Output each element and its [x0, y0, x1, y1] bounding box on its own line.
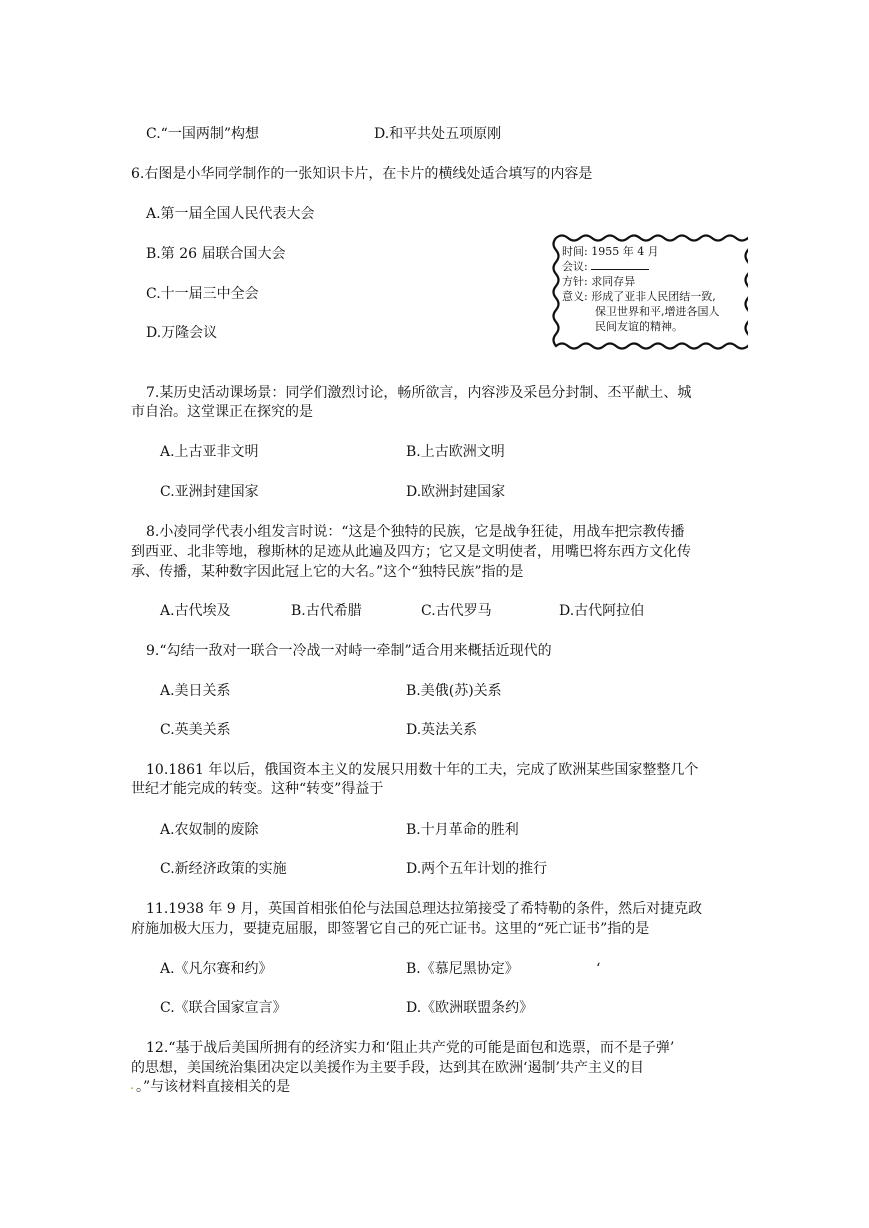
q7-option-a: A.上古亚非文明: [160, 444, 259, 460]
q10-option-b: B.十月革命的胜利: [406, 822, 519, 838]
q8-stem-line-3: 承、传播，某种数字因此冠上它的大名。”这个“独特民族”指的是: [131, 564, 524, 580]
card-blank-line: [591, 259, 649, 270]
q11-option-a: A.《凡尔赛和约》: [160, 961, 273, 977]
card-meaning-2: 保卫世界和平,增进各国人: [595, 305, 720, 318]
q11-stray-mark: ‘: [596, 961, 601, 977]
q8-option-a: A.古代埃及: [160, 603, 231, 619]
q11-option-b: B.《慕尼黑协定》: [406, 961, 519, 977]
q5-option-d: D.和平共处五项原刚: [374, 126, 502, 142]
q9-option-c: C.英美关系: [160, 722, 231, 738]
card-meeting-label: 会议:: [562, 260, 588, 273]
q9-stem: 9.“勾结一敌对一联合一冷战一对峙一牵制”适合用来概括近现代的: [146, 643, 552, 659]
q6-stem: 6.右图是小华同学制作的一张知识卡片，在卡片的横线处适合填写的内容是: [131, 166, 593, 182]
q10-stem-line-2: 世纪才能完成的转变。这种“转变”得益于: [131, 781, 384, 797]
q8-option-d: D.古代阿拉伯: [559, 603, 645, 619]
q11-option-c: C.《联合国家宣言》: [160, 1000, 287, 1016]
q7-option-b: B.上古欧洲文明: [406, 444, 505, 460]
q11-option-d: D.《欧洲联盟条约》: [406, 1000, 534, 1016]
q6-option-a: A.第一届全国人民代表大会: [146, 206, 315, 222]
q11-stem-line-1: 11.1938 年 9 月，英国首相张伯伦与法国总理达拉第接受了希特勒的条件，然后对捷克政: [146, 901, 703, 917]
q10-option-c: C.新经济政策的实施: [160, 861, 287, 877]
card-policy: 方针: 求同存异: [562, 275, 636, 288]
q12-stem-line-3: 。”与该材料直接相关的是: [136, 1079, 291, 1095]
q6-option-b: B.第 26 届联合国大会: [146, 246, 286, 262]
q12-stem-line-2: 的思想，美国统治集团决定以美援作为主要手段，达到其在欧洲‘遏制’共产主义的目: [131, 1060, 644, 1076]
q12-stem-line-1: 12.“基于战后美国所拥有的经济实力和‘阻止共产党的可能是面包和选票，而不是子弹’: [146, 1040, 675, 1056]
q10-option-d: D.两个五年计划的推行: [406, 861, 548, 877]
q5-option-c: C.“一国两制”构想: [146, 126, 259, 142]
q8-stem-line-2: 到西亚、北非等地，穆斯林的足迹从此遍及四方；它又是文明使者，用嘴巴将东西方文化传: [131, 544, 691, 560]
card-meaning-1: 意义: 形成了亚非人民团结一致,: [562, 290, 716, 303]
q8-stem-line-1: 8.小凌同学代表小组发言时说：“这是个独特的民族，它是战争狂徒，用战车把宗教传播: [146, 524, 685, 540]
q10-option-a: A.农奴制的废除: [160, 822, 259, 838]
q11-stem-line-2: 府施加极大压力，要捷克屈服，即签署它自己的死亡证书。这里的“死亡证书”指的是: [131, 921, 650, 937]
q7-stem-line-2: 市自治。这堂课正在探究的是: [131, 404, 313, 420]
q6-option-c: C.十一届三中全会: [146, 286, 259, 302]
card-time: 时间: 1955 年 4 月: [562, 245, 659, 258]
q7-option-d: D.欧洲封建国家: [406, 484, 506, 500]
stray-dot-icon: .: [130, 1078, 134, 1092]
q9-option-d: D.英法关系: [406, 722, 478, 738]
q10-stem-line-1: 10.1861 年以后，俄国资本主义的发展只用数十年的工夫，完成了欧洲某些国家整整几个: [146, 762, 699, 778]
card-meaning-3: 民间友谊的精神。: [595, 320, 683, 333]
q7-option-c: C.亚洲封建国家: [160, 484, 259, 500]
knowledge-card: [548, 232, 748, 350]
q9-option-b: B.美俄(苏)关系: [406, 683, 502, 699]
q8-option-b: B.古代希腊: [291, 603, 362, 619]
q7-stem-line-1: 7.某历史活动课场景：同学们激烈讨论，畅所欲言，内容涉及采邑分封制、丕平献土、城: [146, 385, 692, 401]
q9-option-a: A.美日关系: [160, 683, 231, 699]
q6-option-d: D.万隆会议: [146, 325, 218, 341]
q8-option-c: C.古代罗马: [421, 603, 492, 619]
